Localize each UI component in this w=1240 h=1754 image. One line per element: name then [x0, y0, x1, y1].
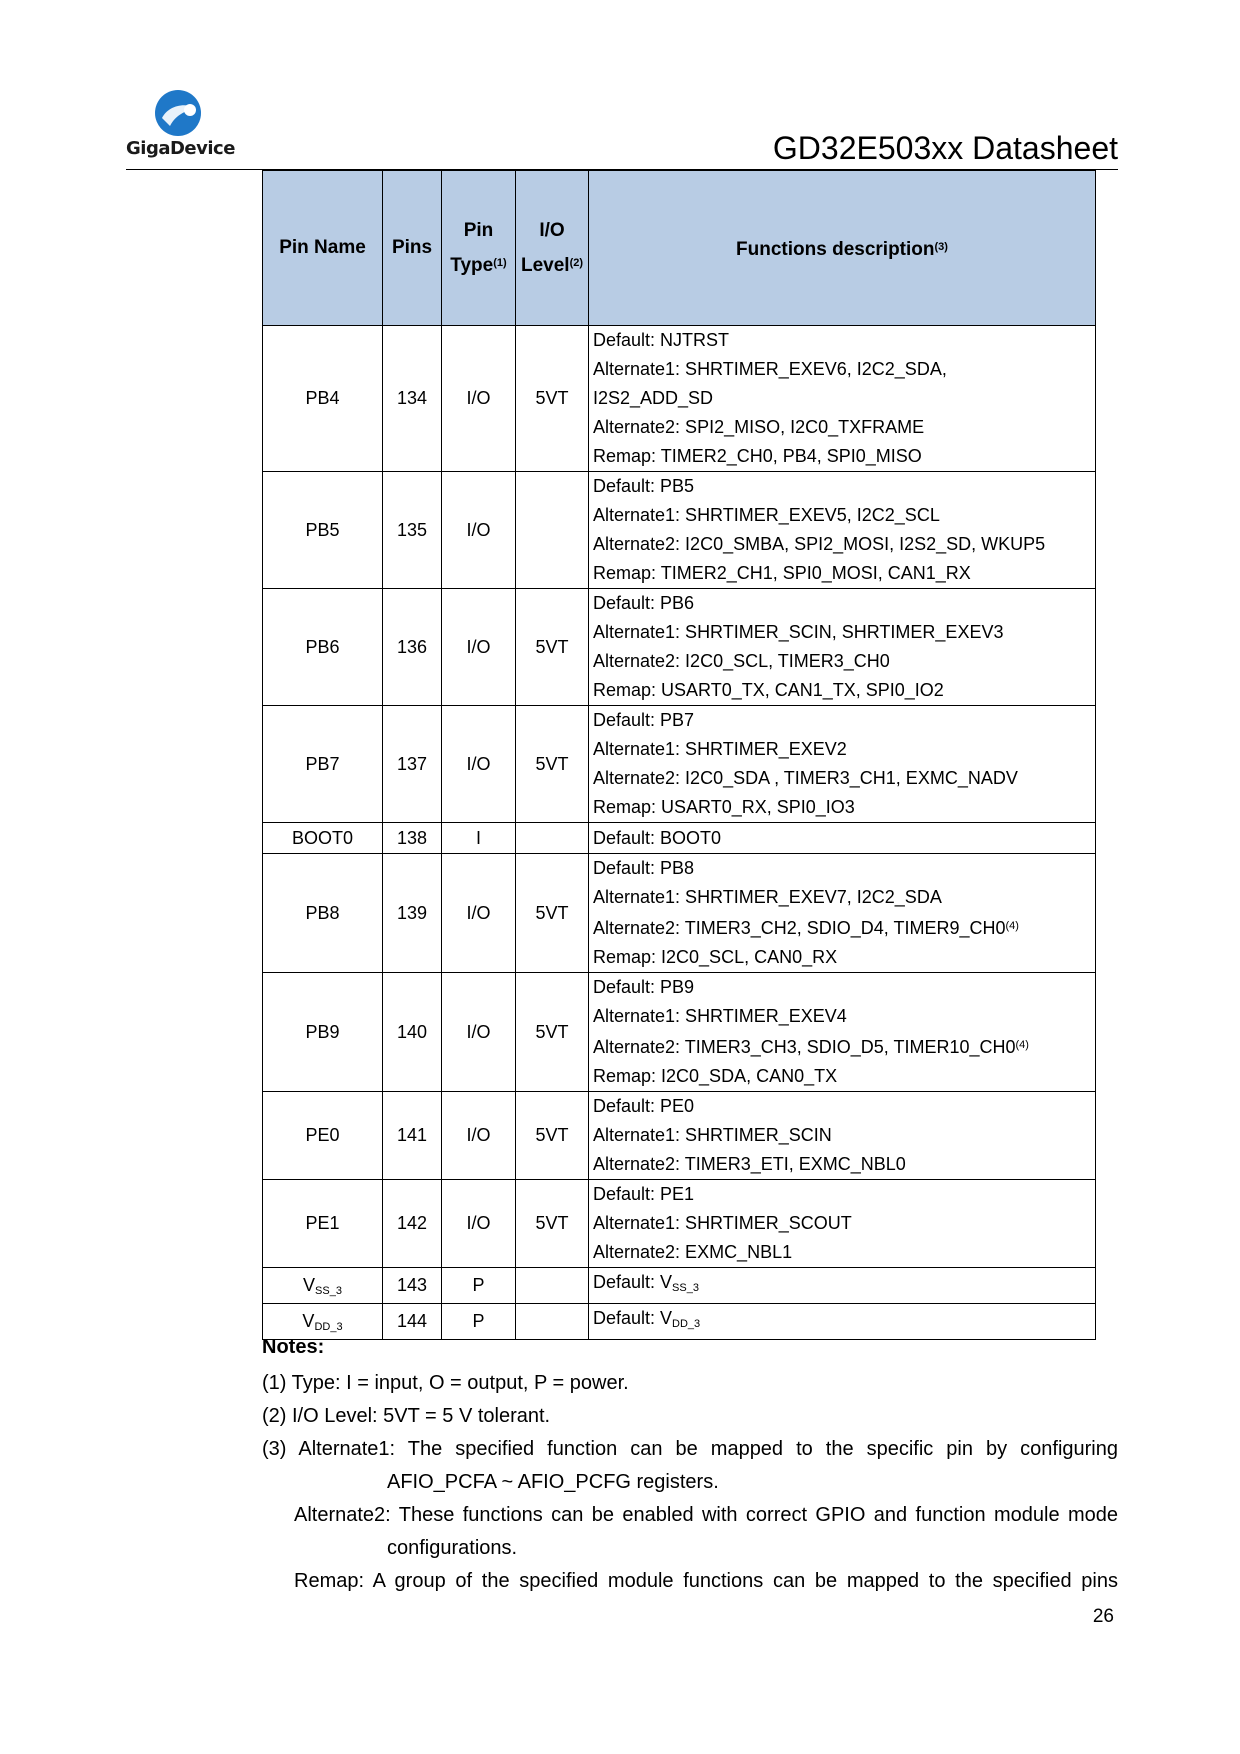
cell-pin-name: $V_{DD\_3}$: [263, 1304, 383, 1340]
description-line: Remap: TIMER2_CH1, SPI0_MOSI, CAN1_RX: [593, 563, 971, 583]
cell-functions-description: [589, 823, 1096, 854]
cell-io-level: [516, 1268, 589, 1304]
table-row: [263, 472, 1096, 589]
cell-io-level: 5VT: [516, 973, 589, 1092]
cell-functions-description: [589, 472, 1096, 589]
header-io-level: I/O Level$^{(2)}$: [516, 171, 589, 326]
description-line: Alternate2: TIMER3_CH3, SDIO_D5, TIMER10_CH0$^{(4)}$: [593, 1037, 1029, 1057]
header-pin-type: Pin Type$^{(1)}$: [442, 171, 516, 326]
cell-pin-name: PB7: [263, 706, 383, 823]
cell-pin-name: PB5: [263, 472, 383, 589]
cell-io-level: 5VT: [516, 706, 589, 823]
description-line: Alternate1: SHRTIMER_EXEV7, I2C2_SDA: [593, 887, 942, 907]
cell-pin-type: I/O: [442, 589, 516, 706]
cell-pin-number: 141: [383, 1092, 442, 1180]
cell-pin-type: I/O: [442, 1092, 516, 1180]
description-line: Alternate1: SHRTIMER_EXEV6, I2C2_SDA,: [593, 359, 947, 379]
cell-functions-description: [589, 1304, 1096, 1340]
cell-io-level: 5VT: [516, 589, 589, 706]
cell-pin-number: 134: [383, 326, 442, 472]
cell-functions-description: [589, 589, 1096, 706]
cell-pin-number: 142: [383, 1180, 442, 1268]
table-row: [263, 1180, 1096, 1268]
cell-pin-number: 138: [383, 823, 442, 854]
cell-functions-description: [589, 973, 1096, 1092]
cell-pin-name: PE0: [263, 1092, 383, 1180]
pin-definition-table: [262, 170, 1096, 1340]
page-number: 26: [1092, 1606, 1114, 1627]
description-line: Default: PB8: [593, 858, 695, 878]
table-row: [263, 973, 1096, 1092]
description-line: Alternate1: SHRTIMER_SCIN, SHRTIMER_EXEV3: [593, 622, 1004, 642]
description-line: Default: $V_{DD\_3}$: [593, 1308, 701, 1330]
description-line: Remap: USART0_TX, CAN1_TX, SPI0_IO2: [593, 680, 944, 700]
description-line: Alternate1: SHRTIMER_EXEV4: [593, 1006, 847, 1026]
cell-io-level: [516, 823, 589, 854]
logo-text: GigaDevice: [126, 138, 235, 159]
table-row: [263, 1092, 1096, 1180]
description-line: Remap: I2C0_SDA, CAN0_TX: [593, 1066, 838, 1086]
description-line: Default: PB5: [593, 476, 695, 496]
cell-pin-type: I/O: [442, 706, 516, 823]
cell-io-level: 5VT: [516, 1092, 589, 1180]
description-line: Alternate2: TIMER3_CH2, SDIO_D4, TIMER9_CH0$^{(4)}$: [593, 918, 1019, 938]
cell-pin-number: 143: [383, 1268, 442, 1304]
cell-pin-type: P: [442, 1268, 516, 1304]
description-line: Alternate1: SHRTIMER_SCIN: [593, 1125, 832, 1145]
cell-functions-description: [589, 1092, 1096, 1180]
cell-pin-number: 135: [383, 472, 442, 589]
description-line: Default: PE0: [593, 1096, 695, 1116]
cell-functions-description: [589, 706, 1096, 823]
table-row: [263, 1268, 1096, 1304]
table-row: [263, 589, 1096, 706]
description-line: Alternate1: SHRTIMER_SCOUT: [593, 1213, 852, 1233]
cell-io-level: 5VT: [516, 854, 589, 973]
cell-io-level: [516, 472, 589, 589]
cell-functions-description: [589, 1268, 1096, 1304]
description-line: Default: $V_{SS\_3}$: [593, 1272, 699, 1294]
cell-pin-number: 137: [383, 706, 442, 823]
description-line: Remap: TIMER2_CH0, PB4, SPI0_MISO: [593, 446, 922, 466]
cell-pin-type: I: [442, 823, 516, 854]
table-row: [263, 706, 1096, 823]
document-title: GD32E503xx Datasheet: [772, 130, 1118, 166]
cell-io-level: 5VT: [516, 1180, 589, 1268]
cell-pin-number: 136: [383, 589, 442, 706]
description-line: Default: PB6: [593, 593, 695, 613]
description-line: Remap: I2C0_SCL, CAN0_RX: [593, 947, 838, 967]
description-line: Alternate2: SPI2_MISO, I2C0_TXFRAME: [593, 417, 925, 437]
cell-pin-name: PB6: [263, 589, 383, 706]
cell-pin-type: I/O: [442, 854, 516, 973]
table-header-row: [263, 171, 1096, 326]
gigadevice-logo: [126, 88, 236, 162]
description-line: Alternate2: TIMER3_ETI, EXMC_NBL0: [593, 1154, 906, 1174]
cell-pin-number: 144: [383, 1304, 442, 1340]
description-line: Default: PB7: [593, 710, 695, 730]
cell-pin-type: P: [442, 1304, 516, 1340]
note-2: (2) I/O Level: 5VT = 5 V tolerant.: [262, 1405, 551, 1427]
cell-pin-type: I/O: [442, 326, 516, 472]
description-line: Alternate1: SHRTIMER_EXEV5, I2C2_SCL: [593, 505, 940, 525]
notes-section: [262, 1336, 1118, 1598]
note-3-continued: AFIO_PCFA ~ AFIO_PCFG registers.: [387, 1471, 719, 1493]
cell-pin-number: 140: [383, 973, 442, 1092]
cell-pin-name: PB9: [263, 973, 383, 1092]
description-line: Default: NJTRST: [593, 330, 730, 350]
cell-pin-name: PB4: [263, 326, 383, 472]
description-line: Remap: USART0_RX, SPI0_IO3: [593, 797, 855, 817]
note-1: (1) Type: I = input, O = output, P = power.: [262, 1372, 629, 1394]
cell-io-level: [516, 1304, 589, 1340]
cell-pin-name: PE1: [263, 1180, 383, 1268]
cell-functions-description: [589, 326, 1096, 472]
description-line: Alternate2: I2C0_SMBA, SPI2_MOSI, I2S2_SD, WKUP5: [593, 534, 1046, 554]
cell-pin-name: BOOT0: [263, 823, 383, 854]
description-line: Default: PE1: [593, 1184, 695, 1204]
logo-mark-icon: [126, 88, 236, 138]
cell-pin-type: I/O: [442, 973, 516, 1092]
table-row: [263, 326, 1096, 472]
description-line: Alternate2: I2C0_SCL, TIMER3_CH0: [593, 651, 890, 671]
cell-pin-number: 139: [383, 854, 442, 973]
description-line: Default: BOOT0: [593, 827, 722, 848]
table-row: [263, 823, 1096, 854]
note-alternate2-continued: configurations.: [387, 1537, 518, 1559]
description-line: I2S2_ADD_SD: [593, 388, 714, 408]
cell-pin-type: I/O: [442, 1180, 516, 1268]
table-row: [263, 1304, 1096, 1340]
description-line: Alternate2: I2C0_SDA , TIMER3_CH1, EXMC_NADV: [593, 768, 1018, 788]
description-line: Alternate2: EXMC_NBL1: [593, 1242, 793, 1262]
cell-functions-description: [589, 854, 1096, 973]
cell-functions-description: [589, 1180, 1096, 1268]
notes-title: Notes:: [262, 1336, 325, 1358]
note-alternate2: Alternate2: These functions can be enabled with correct GPIO and function module mode: [294, 1504, 1118, 1526]
note-3: (3) Alternate1: The specified function can be mapped to the specific pin by configuring: [262, 1438, 1118, 1460]
note-remap: Remap: A group of the specified module functions can be mapped to the specified pins: [294, 1570, 1118, 1592]
header-pin-name: Pin Name: [263, 171, 383, 326]
cell-pin-type: I/O: [442, 472, 516, 589]
cell-pin-name: $V_{SS\_3}$: [263, 1268, 383, 1304]
header-pins: Pins: [383, 171, 442, 326]
cell-pin-name: PB8: [263, 854, 383, 973]
table-row: [263, 854, 1096, 973]
description-line: Default: PB9: [593, 977, 695, 997]
cell-io-level: 5VT: [516, 326, 589, 472]
header-functions-description: Functions description$^{(3)}$: [589, 171, 1096, 326]
description-line: Alternate1: SHRTIMER_EXEV2: [593, 739, 847, 759]
